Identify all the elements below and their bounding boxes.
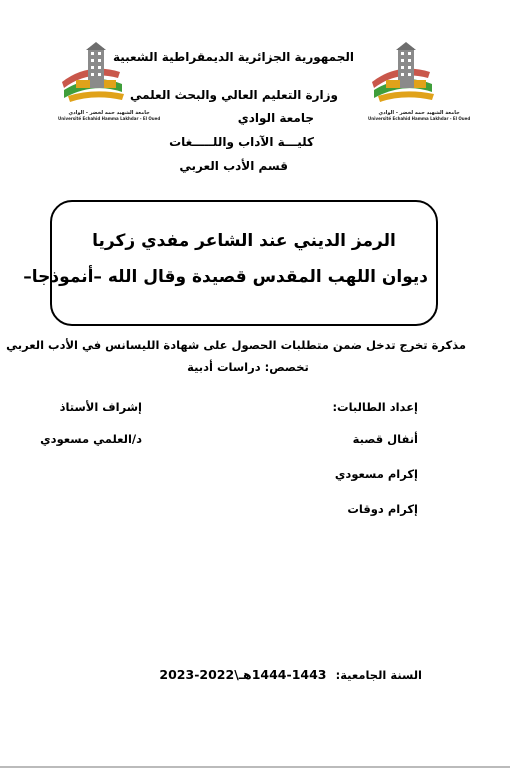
logo-caption-fr: Université Echahid Hamma Lakhdar - El Oued bbox=[58, 116, 161, 121]
supervisor-label: إشراف الأستاذ bbox=[59, 400, 142, 414]
thesis-description: مذكرة تخرج تدخل ضمن متطلبات الحصول على شهادة الليسانس في الأدب العربي bbox=[6, 338, 466, 352]
thesis-specialty: تخصص: دراسات أدبية bbox=[187, 360, 309, 374]
academic-year bbox=[120, 664, 422, 683]
academic-year-value: 1443-1444هـ\2022-2023 bbox=[159, 667, 327, 682]
logo-caption-ar: جامعة الشهيد حمه لخضر - الوادي bbox=[68, 110, 150, 116]
header-university: جامعة الوادي bbox=[237, 111, 314, 125]
header-republic: الجمهورية الجزائرية الديمقراطية الشعبية bbox=[112, 50, 354, 64]
header-ministry: وزارة التعليم العالي والبحث العلمي bbox=[129, 88, 338, 102]
supervisor-name: د/العلمي مسعودي bbox=[40, 432, 142, 446]
students-label: إعداد الطالبات: bbox=[332, 400, 418, 414]
thesis-title-line1: الرمز الديني عند الشاعر مفدي زكريا bbox=[92, 231, 396, 251]
student-name: إكرام دوقات bbox=[347, 502, 418, 516]
header-department: قسم الأدب العربي bbox=[179, 159, 288, 173]
page-bottom-divider bbox=[0, 766, 510, 768]
student-name: أنفال قصبة bbox=[352, 432, 418, 446]
logo-caption-ar: جامعة الشهيد حمه لخضر - الوادي bbox=[378, 110, 460, 116]
thesis-title-line2: ديوان اللهب المقدس قصيدة وقال الله –أنموذجا– bbox=[23, 267, 428, 287]
university-emblem-icon bbox=[368, 42, 438, 112]
academic-year-label: السنة الجامعية: bbox=[335, 668, 422, 682]
student-name: إكرام مسعودي bbox=[334, 467, 418, 481]
logo-caption-fr: Université Echahid Hamma Lakhdar - El Oued bbox=[368, 116, 471, 121]
university-logo-right bbox=[368, 42, 470, 121]
header-faculty: كليـــة الآداب واللـــــغات bbox=[169, 135, 314, 149]
title-box bbox=[23, 200, 438, 326]
